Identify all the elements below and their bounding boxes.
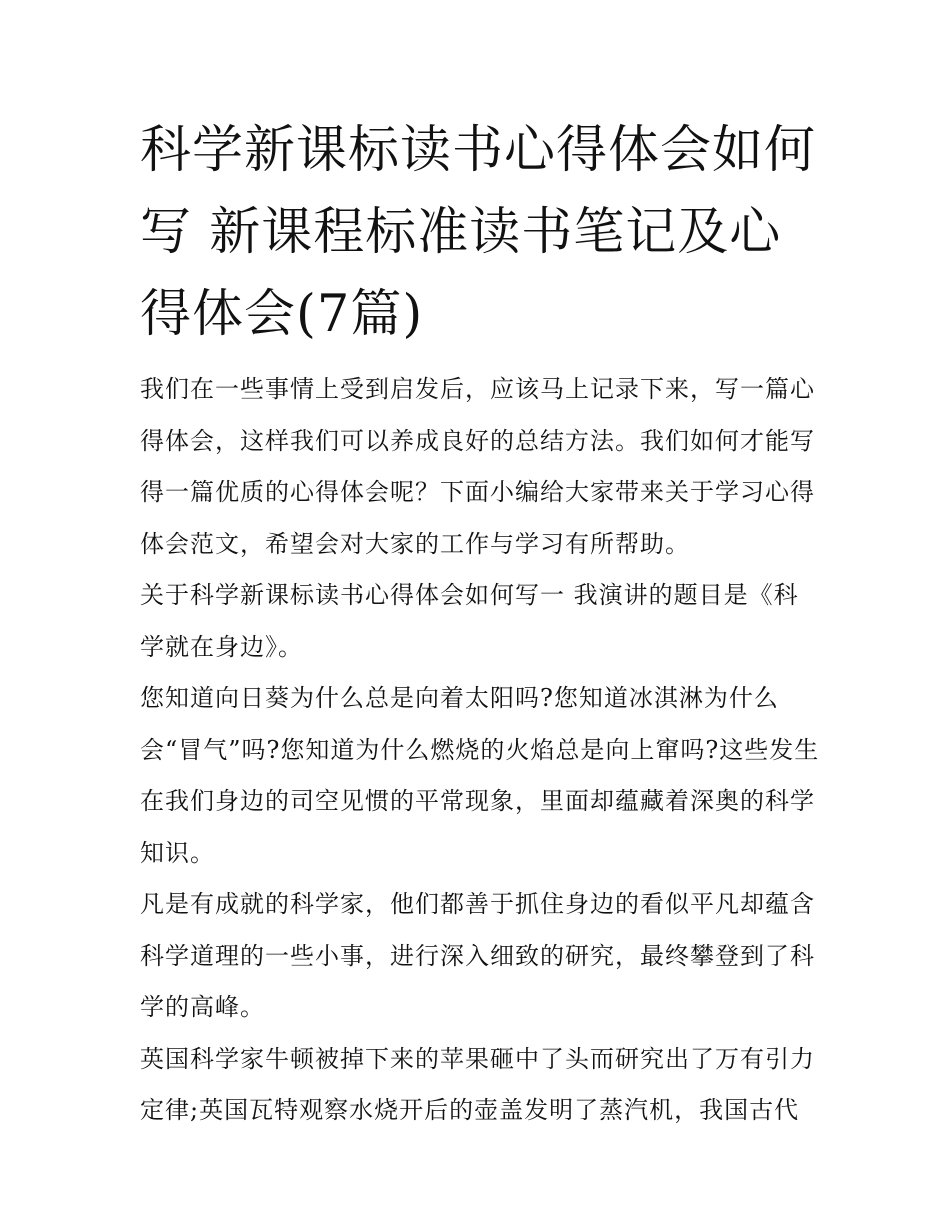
paragraph-scientists: 凡是有成就的科学家，他们都善于抓住身边的看似平凡却蕴含科学道理的一些小事，进行深入细致的研究，最终攀登到了科学的高峰。: [140, 890, 815, 1021]
paragraph-intro: 我们在一些事情上受到启发后，应该马上记录下来，写一篇心得体会，这样我们可以养成良好的总结方法。我们如何才能写得一篇优质的心得体会呢？下面小编给大家带来关于学习心得体会范文，希望会对大家的工作与学习有所帮助。: [140, 375, 815, 558]
document-title: 科学新课标读书心得体会如何写 新课程标准读书笔记及心得体会(7篇): [140, 121, 817, 344]
document-page: [140, 110, 820, 1137]
paragraph-speech-topic: 关于科学新课标读书心得体会如何写一 我演讲的题目是《科学就在身边》。: [140, 581, 799, 661]
paragraph-examples: 英国科学家牛顿被掉下来的苹果砸中了头而研究出了万有引力定律;英国瓦特观察水烧开后的壶盖发明了蒸汽机，我国古代: [140, 1044, 815, 1124]
paragraph-questions: 您知道向日葵为什么总是向着太阳吗?您知道冰淇淋为什么会“冒气”吗?您知道为什么燃烧的火焰总是向上窜吗?这些发生在我们身边的司空见惯的平常现象，里面却蕴藏着深奥的科学知识。: [140, 684, 820, 867]
